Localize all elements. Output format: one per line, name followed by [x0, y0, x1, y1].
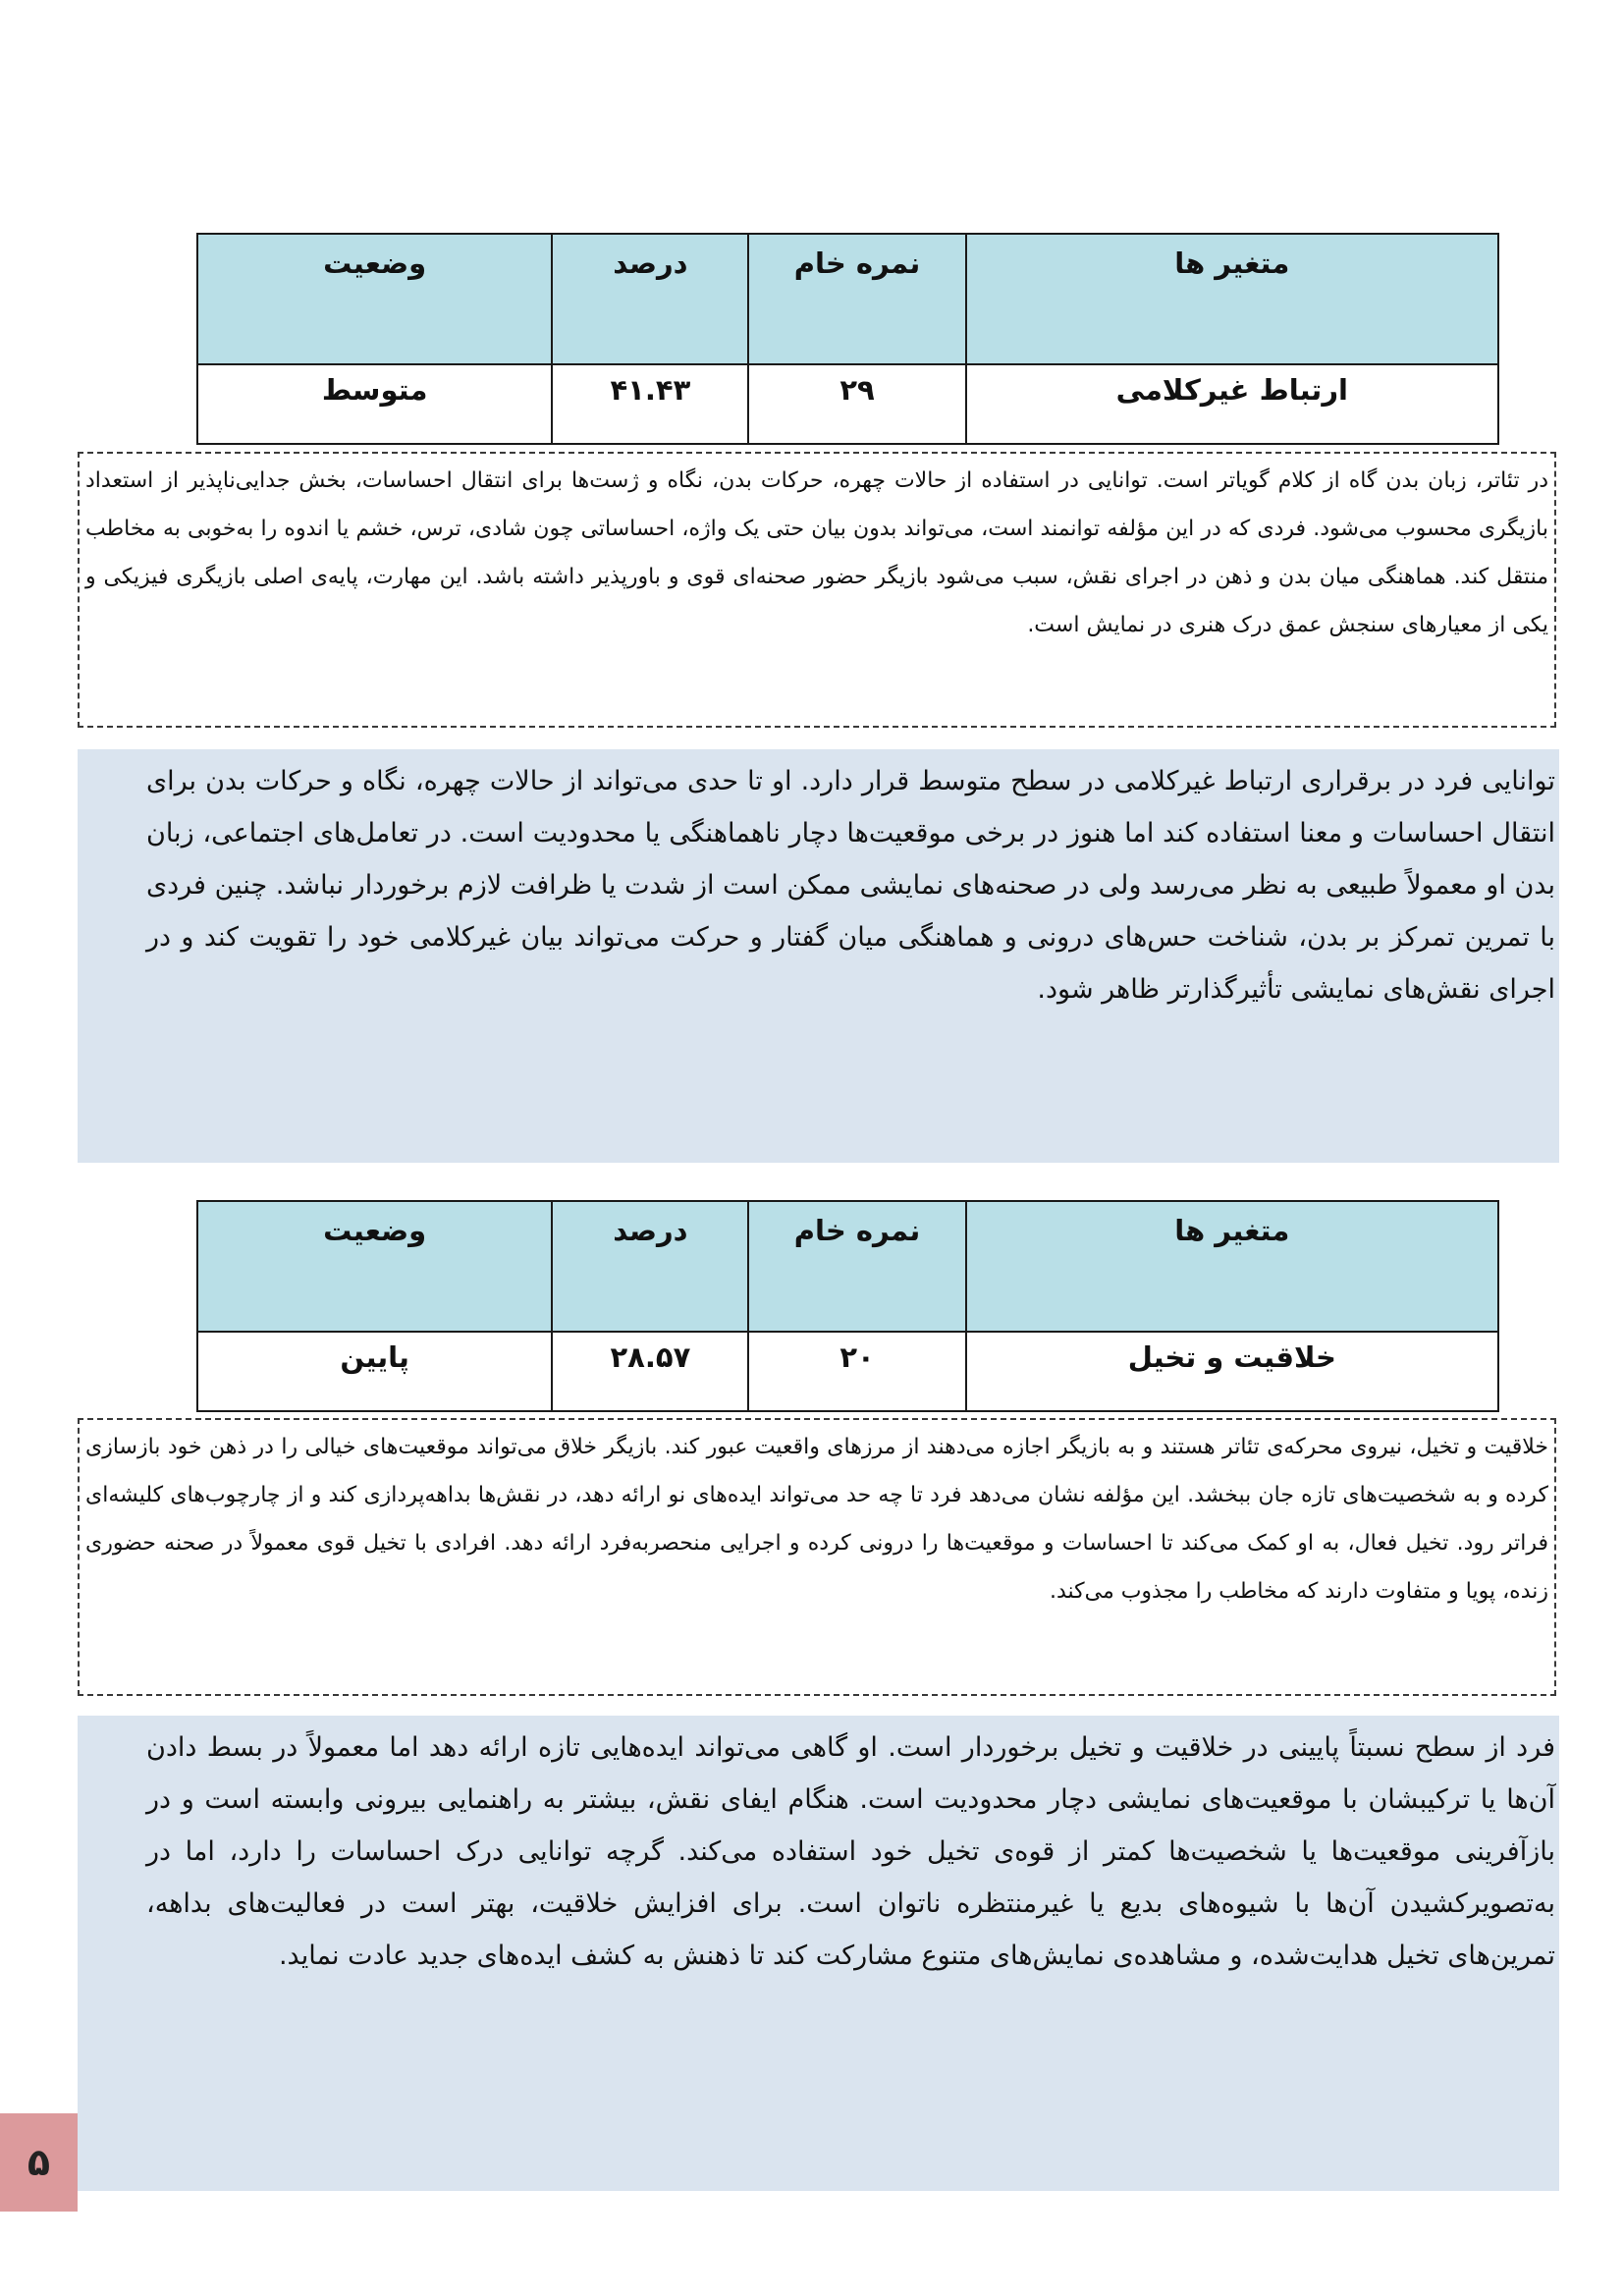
description-text: خلاقیت و تخیل، نیروی محرکه‌ی تئاتر هستند و به بازیگر اجازه می‌دهند از مرزهای واقعیت عبور کند. بازیگر خلاق می‌تواند موقعیت‌های خیالی را در ذهن خود بازسازی کرده و به شخصیت‌های تازه جان ببخشد. این مؤلفه نشان می‌دهد فرد تا چه حد می‌تواند ایده‌های نو ارائه دهد، در نقش‌ها بداهه‌پردازی کند و از چارچوب‌های کلیشه‌ای فراتر رود. تخیل فعال، به او کمک می‌کند تا احساسات و موقعیت‌ها را درونی کرده و اجرایی منحصربه‌فرد ارائه دهد. افرادی با تخیل قوی معمولاً در صحنه حضوری زنده، پویا و متفاوت دارند که مخاطب را مجذوب می‌کند. [85, 1435, 1548, 1604]
cell-raw-score: ۲۹ [748, 364, 965, 444]
cell-status: پایین [197, 1332, 552, 1411]
result-text: توانایی فرد در برقراری ارتباط غیرکلامی در سطح متوسط قرار دارد. او تا حدی می‌تواند از حالات چهره، نگاه و حرکات بدن برای انتقال احساسات و معنا استفاده کند اما هنوز در برخی موقعیت‌ها دچار ناهماهنگی یا محدودیت است. در تعامل‌های اجتماعی، زبان بدن او معمولاً طبیعی به نظر می‌رسد ولی در صحنه‌های نمایشی ممکن است از شدت یا ظرافت لازم برخوردار نباشد. چنین فردی با تمرین تمرکز بر بدن، شناخت حس‌های درونی و هماهنگی میان گفتار و حرکت می‌تواند بیان غیرکلامی خود را تقویت کند و در اجرای نقش‌های نمایشی تأثیرگذارتر ظاهر شود. [146, 766, 1555, 1005]
cell-percent: ۲۸.۵۷ [552, 1332, 748, 1411]
cell-status: متوسط [197, 364, 552, 444]
table-header-row [197, 234, 1498, 364]
cell-raw-score: ۲۰ [748, 1332, 965, 1411]
score-table-creativity [196, 1200, 1499, 1412]
header-raw-score: نمره خام [748, 1201, 965, 1332]
description-box-nonverbal [78, 452, 1556, 728]
header-percent: درصد [552, 1201, 748, 1332]
cell-variable: ارتباط غیرکلامی [966, 364, 1498, 444]
header-raw-score: نمره خام [748, 234, 965, 364]
result-box-nonverbal [78, 749, 1559, 1163]
page-number-badge [0, 2113, 78, 2212]
header-status: وضعیت [197, 234, 552, 364]
header-variable: متغیر ها [966, 1201, 1498, 1332]
header-status: وضعیت [197, 1201, 552, 1332]
header-percent: درصد [552, 234, 748, 364]
cell-variable: خلاقیت و تخیل [966, 1332, 1498, 1411]
header-variable: متغیر ها [966, 234, 1498, 364]
page-number: ۵ [27, 2141, 51, 2184]
description-box-creativity [78, 1418, 1556, 1696]
table-header-row [197, 1201, 1498, 1332]
cell-percent: ۴۱.۴۳ [552, 364, 748, 444]
result-text: فرد از سطح نسبتاً پایینی در خلاقیت و تخیل برخوردار است. او گاهی می‌تواند ایده‌هایی تازه ارائه دهد اما معمولاً در بسط دادن آن‌ها یا ترکیبشان با موقعیت‌های نمایشی دچار محدودیت است. هنگام ایفای نقش، بیشتر به راهنمایی بیرونی وابسته است و در بازآفرینی موقعیت‌ها یا شخصیت‌ها کمتر از قوه‌ی تخیل خود استفاده می‌کند. گرچه توانایی درک احساسات را دارد، اما در به‌تصویرکشیدن آن‌ها با شیوه‌های بدیع یا غیرمنتظره ناتوان است. برای افزایش خلاقیت، بهتر است در فعالیت‌های بداهه، تمرین‌های تخیل هدایت‌شده، و مشاهده‌ی نمایش‌های متنوع مشارکت کند تا ذهنش به کشف ایده‌های جدید عادت نماید. [146, 1732, 1555, 1971]
result-box-creativity [78, 1716, 1559, 2191]
table-row [197, 1332, 1498, 1411]
table-row [197, 364, 1498, 444]
description-text: در تئاتر، زبان بدن گاه از کلام گویاتر است. توانایی در استفاده از حالات چهره، حرکات بدن، نگاه و ژست‌ها برای انتقال احساسات، بخش جدایی‌ناپذیر از استعداد بازیگری محسوب می‌شود. فردی که در این مؤلفه توانمند است، می‌تواند بدون بیان حتی یک واژه، احساساتی چون شادی، ترس، خشم یا اندوه را به‌خوبی به مخاطب منتقل کند. هماهنگی میان بدن و ذهن در اجرای نقش، سبب می‌شود بازیگر حضور صحنه‌ای قوی و باورپذیر داشته باشد. این مهارت، پایه‌ی اصلی بازیگری فیزیکی و یکی از معیارهای سنجش عمق درک هنری در نمایش است. [85, 468, 1548, 637]
score-table-nonverbal [196, 233, 1499, 445]
